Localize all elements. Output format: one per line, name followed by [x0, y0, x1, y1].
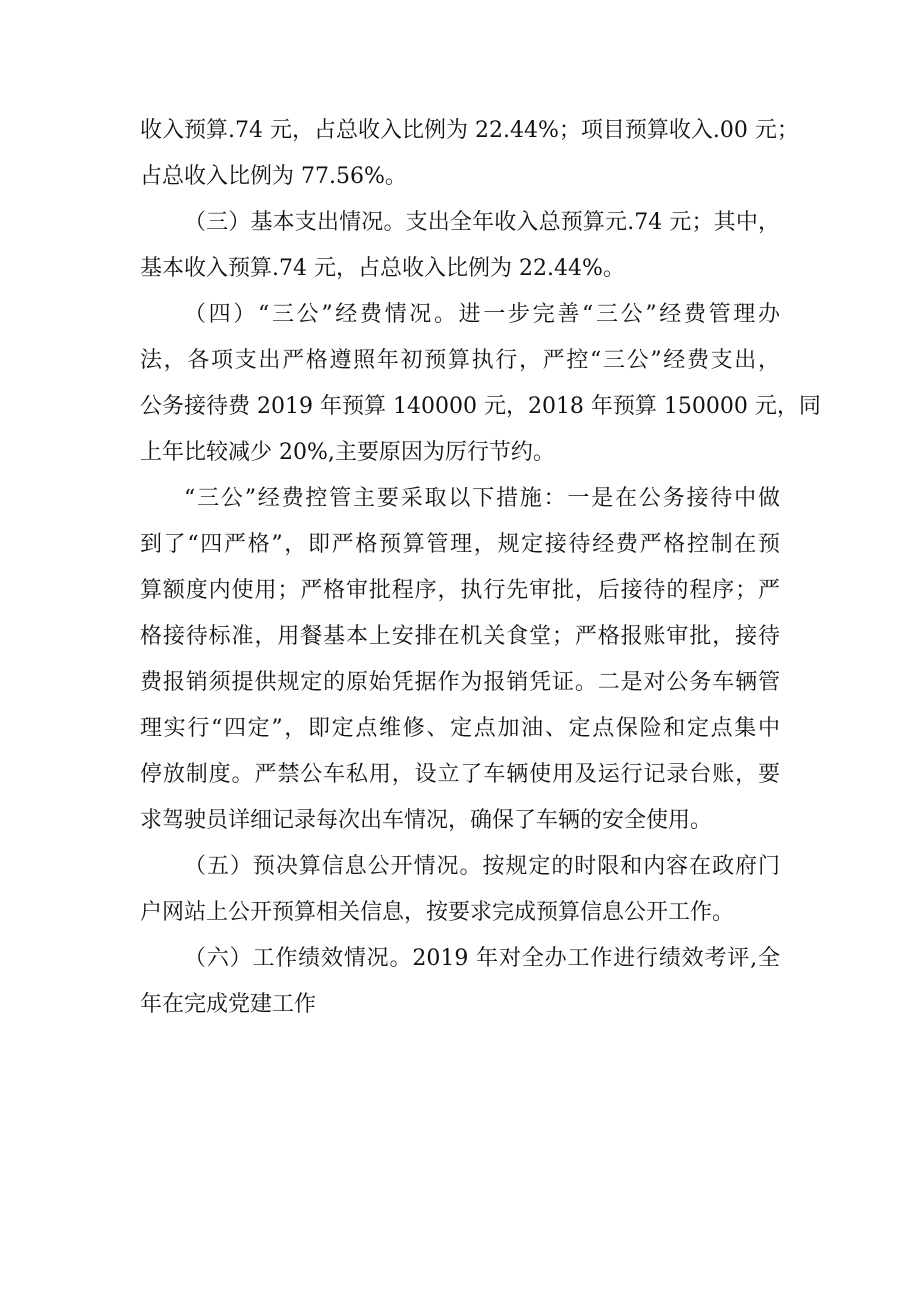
text-line: 费报销须提供规定的原始凭据作为报销凭证。二是对公务车辆管 [140, 670, 780, 695]
text-line: 占总收入比例为 77.56%。 [140, 164, 407, 189]
text-line: 收入预算.74 元，占总收入比例为 22.44%；项目预算收入.00 元； [140, 118, 799, 143]
text-line: 基本收入预算.74 元，占总收入比例为 22.44%。 [140, 256, 625, 281]
text-line: （五）预决算信息公开情况。按规定的时限和内容在政府门 [184, 854, 780, 879]
text-line: （四）“三公”经费情况。进一步完善“三公”经费管理办 [184, 302, 780, 327]
text-line: 年在完成党建工作 [140, 992, 317, 1017]
text-line: 户网站上公开预算相关信息，按要求完成预算信息公开工作。 [140, 900, 735, 925]
text-line: （三）基本支出情况。支出全年收入总预算元.74 元；其中， [184, 210, 780, 235]
text-line: “三公”经费控管主要采取以下措施：一是在公务接待中做 [184, 486, 780, 511]
text-line: 公务接待费 2019 年预算 140000 元，2018 年预算 150000 元，同 [140, 394, 821, 419]
text-line: 格接待标准，用餐基本上安排在机关食堂；严格报账审批，接待 [140, 624, 780, 649]
text-line: 算额度内使用；严格审批程序，执行先审批，后接待的程序；严 [140, 578, 780, 603]
text-line: 上年比较减少 20%,主要原因为厉行节约。 [140, 440, 555, 465]
text-line: 求驾驶员详细记录每次出车情况，确保了车辆的安全使用。 [140, 808, 713, 833]
text-line: 法，各项支出严格遵照年初预算执行，严控“三公”经费支出， [140, 348, 780, 373]
text-line: 停放制度。严禁公车私用，设立了车辆使用及运行记录台账，要 [140, 762, 780, 787]
text-line: 理实行“四定”，即定点维修、定点加油、定点保险和定点集中 [140, 716, 780, 741]
text-line: 到了“四严格”，即严格预算管理，规定接待经费严格控制在预 [140, 532, 780, 557]
text-line: （六）工作绩效情况。2019 年对全办工作进行绩效考评,全 [184, 946, 780, 971]
